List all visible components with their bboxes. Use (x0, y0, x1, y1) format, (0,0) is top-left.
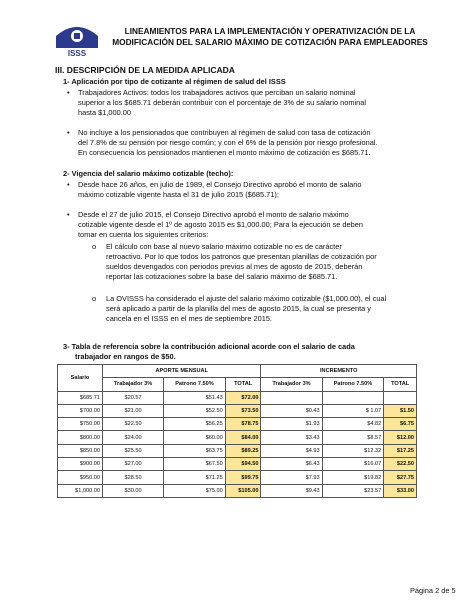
header-line-1: LINEAMIENTOS PARA LA IMPLEMENTACIÓN Y OPERATIVIZACIÓN DE LA (124, 26, 416, 36)
sub-bullet-circle: o (92, 242, 97, 251)
col-inc-total: TOTAL (384, 378, 417, 391)
table-row: $800.00 $24.00 $60.00 $84.00 $3.43 $8.57 $12.00 (58, 431, 417, 444)
table-row: $685.71 $20.57 $51.43 $72.00 (58, 391, 417, 404)
col-patrono: Patrono 7.50% (164, 378, 226, 391)
s2-heading: 2- Vigencia del salario máximo cotizable (techo): (63, 169, 234, 178)
contribution-table (57, 364, 417, 498)
col-incremento: INCREMENTO (261, 365, 417, 378)
col-total: TOTAL (225, 378, 261, 391)
document-header (100, 26, 440, 48)
s3-heading: 3- Tabla de referencia sobre la contribución adicional acorde con el salario de cada trabajador en rangos de $50. (63, 342, 355, 361)
table-row: $700.00 $21.00 $52.50 $73.50 $0.43 $ 1.07 $1.50 (58, 404, 417, 417)
s1-bullet-2: No incluye a los pensionados que contribuyen al régimen de salud con tasa de cotización del 7.8% de su pensión por riesgo común; y con el 6% de la pensión por riesgo profesional. En consecuencia los pensionados mantienen el monto máximo de cotización es $685.71. (78, 128, 378, 157)
s2-sub-bullet-1: El cálculo con base al nuevo salario máximo cotizable no es de carácter retroactivo. Por lo que todos los patronos que presentan planillas de cotización por sueldos devengados con periodos previos al mes de agosto de 2015, deberán reportar las cotizaciones sobre la base del salario máximo de $685.71. (106, 242, 377, 281)
bullet-dot: • (67, 210, 70, 219)
s2-bullet-2: Desde el 27 de julio 2015, el Consejo Directivo aprobó el monto de salario máximo cotizable vigente desde el 1º de agosto 2015 es $1,000.00; Para la ejecución se deben tomar en cuenta los siguientes criterios: (78, 210, 363, 239)
section-title: III. DESCRIPCIÓN DE LA MEDIDA APLICADA (55, 65, 235, 75)
table-row: $750.00 $22.50 $56.25 $78.75 $1.93 $4.82 $6.75 (58, 418, 417, 431)
bullet-dot: • (67, 88, 70, 97)
isss-logo (52, 22, 102, 58)
page-number: Página 2 de 5 (410, 586, 456, 595)
col-salario: Salario (58, 365, 103, 392)
bullet-dot: • (67, 180, 70, 189)
s2-bullet-1: Desde hace 26 años, en julio de 1989, el Consejo Directivo aprobó el monto de salario máximo cotizable vigente hasta el 31 de julio 2015 ($685.71); (78, 180, 362, 199)
table-row: $850.00 $25.50 $63.75 $89.25 $4.93 $12.32 $17.25 (58, 444, 417, 457)
bullet-dot: • (67, 128, 70, 137)
col-inc-patrono: Patrono 7.50% (322, 378, 384, 391)
table-row: $1,000.00 $30.00 $75.00 $105.00 $9.43 $23.57 $33.00 (58, 484, 417, 497)
svg-text:ISSS: ISSS (67, 49, 87, 58)
s2-sub-bullet-2: La OVISSS ha considerado el ajuste del salario máximo cotizable ($1,000.00), el cual será aplicado a partir de la planilla del mes de agosto 2015, la cual se presenta y cancela en el ISSS en el mes de septiembre 2015. (106, 294, 387, 323)
col-trabajador: Trabajador 3% (103, 378, 164, 391)
header-line-2: MODIFICACIÓN DEL SALARIO MÁXIMO DE COTIZACIÓN PARA EMPLEADORES (112, 37, 428, 47)
table-row: $900.00 $27.00 $67.50 $94.50 $6.43 $16.07 $22.50 (58, 458, 417, 471)
col-inc-trabajador: Trabajador 3% (261, 378, 322, 391)
table-row: $950.00 $28.50 $71.25 $99.75 $7.93 $19.82 $27.75 (58, 471, 417, 484)
s1-heading: 1- Aplicación por tipo de cotizante al régimen de salud del ISSS (63, 77, 286, 86)
s1-bullet-1: Trabajadores Activos: todos los trabajadores activos que perciban un salario nominal superior a los $685.71 deberán contribuir con el porcentaje de 3% de su salario nominal hasta $1,000.00 (78, 88, 367, 117)
sub-bullet-circle: o (92, 294, 97, 303)
col-aporte-mensual: APORTE MENSUAL (103, 365, 261, 378)
